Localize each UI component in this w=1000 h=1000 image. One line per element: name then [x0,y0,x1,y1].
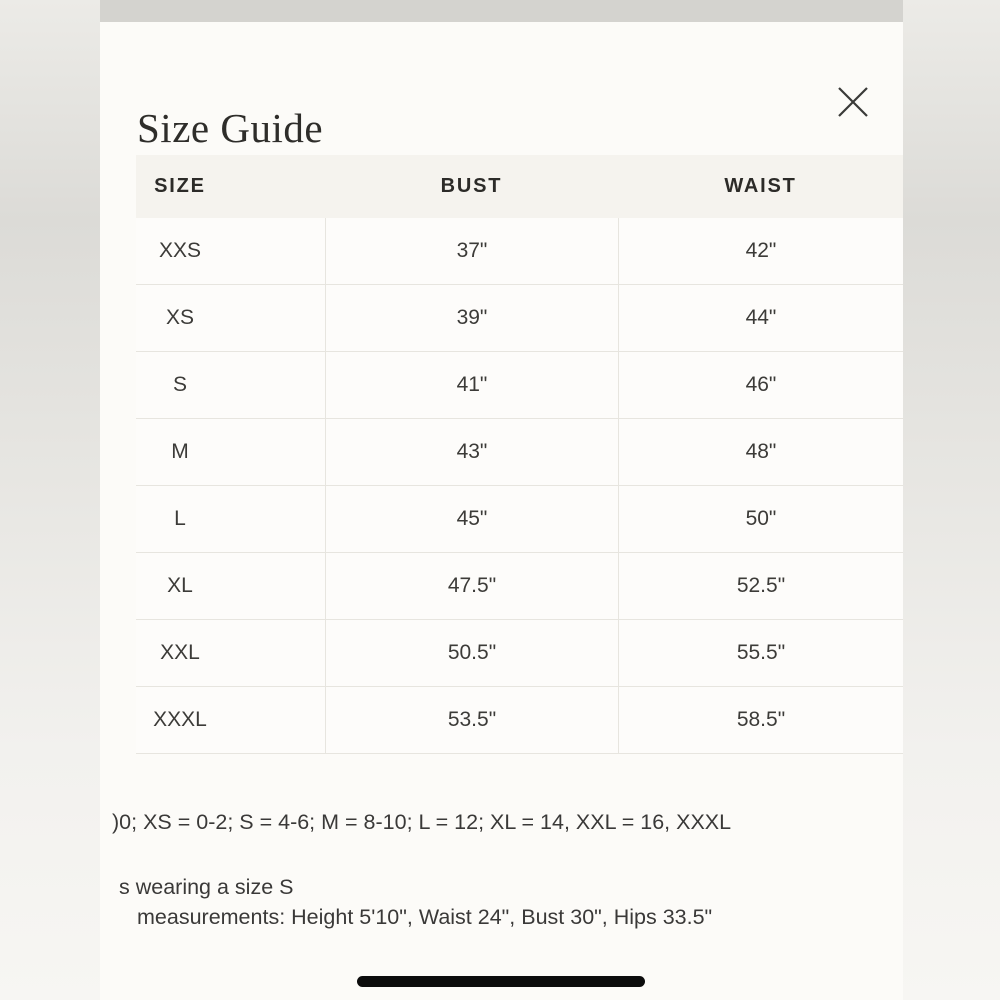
bust-cell: 43" [325,419,618,485]
model-measurements-note: measurements: Height 5'10", Waist 24", Bust 30", Hips 33.5" [137,905,713,929]
bust-cell: 47.5" [325,553,618,619]
table-row [136,553,903,620]
table-row [136,218,903,285]
page-behind-strip [100,0,903,22]
table-row [136,486,903,553]
size-cell: S [172,373,187,396]
waist-cell: 55.5" [618,620,903,686]
bust-cell: 39" [325,285,618,351]
size-guide-modal [100,22,903,1000]
table-row [136,687,903,754]
sizing-conversion-note: )0; XS = 0-2; S = 4-6; M = 8-10; L = 12; XL = 14, XXL = 16, XXXL [112,810,732,834]
waist-cell: 44" [618,285,903,351]
waist-cell: 42" [618,218,903,284]
waist-cell: 46" [618,352,903,418]
size-cell: M [171,440,189,463]
size-column-header: SIZE [154,175,206,197]
bust-cell: 45" [325,486,618,552]
table-row [136,620,903,687]
waist-cell: 50" [618,486,903,552]
close-button[interactable] [829,77,877,125]
size-table-header-row [136,155,903,218]
close-icon [836,83,870,119]
size-table [136,155,903,754]
waist-cell: 52.5" [618,553,903,619]
modal-title: Size Guide [137,105,324,152]
table-row [136,419,903,486]
bust-cell: 37" [325,218,618,284]
waist-cell: 48" [618,419,903,485]
home-indicator[interactable] [357,976,645,987]
size-cell: XXXL [153,708,207,731]
bust-column-header: BUST [440,175,503,197]
size-cell: XL [167,574,193,597]
bust-cell: 41" [325,352,618,418]
model-wearing-note: s wearing a size S [119,875,294,899]
size-cell: XS [165,306,194,329]
size-cell: XXL [160,641,200,664]
bust-cell: 50.5" [325,620,618,686]
table-row [136,352,903,419]
table-row [136,285,903,352]
size-cell: XXS [158,239,202,262]
waist-cell: 58.5" [618,687,903,753]
waist-column-header: WAIST [724,175,797,197]
size-cell: L [174,507,186,530]
size-table-body [136,218,903,754]
bust-cell: 53.5" [325,687,618,753]
